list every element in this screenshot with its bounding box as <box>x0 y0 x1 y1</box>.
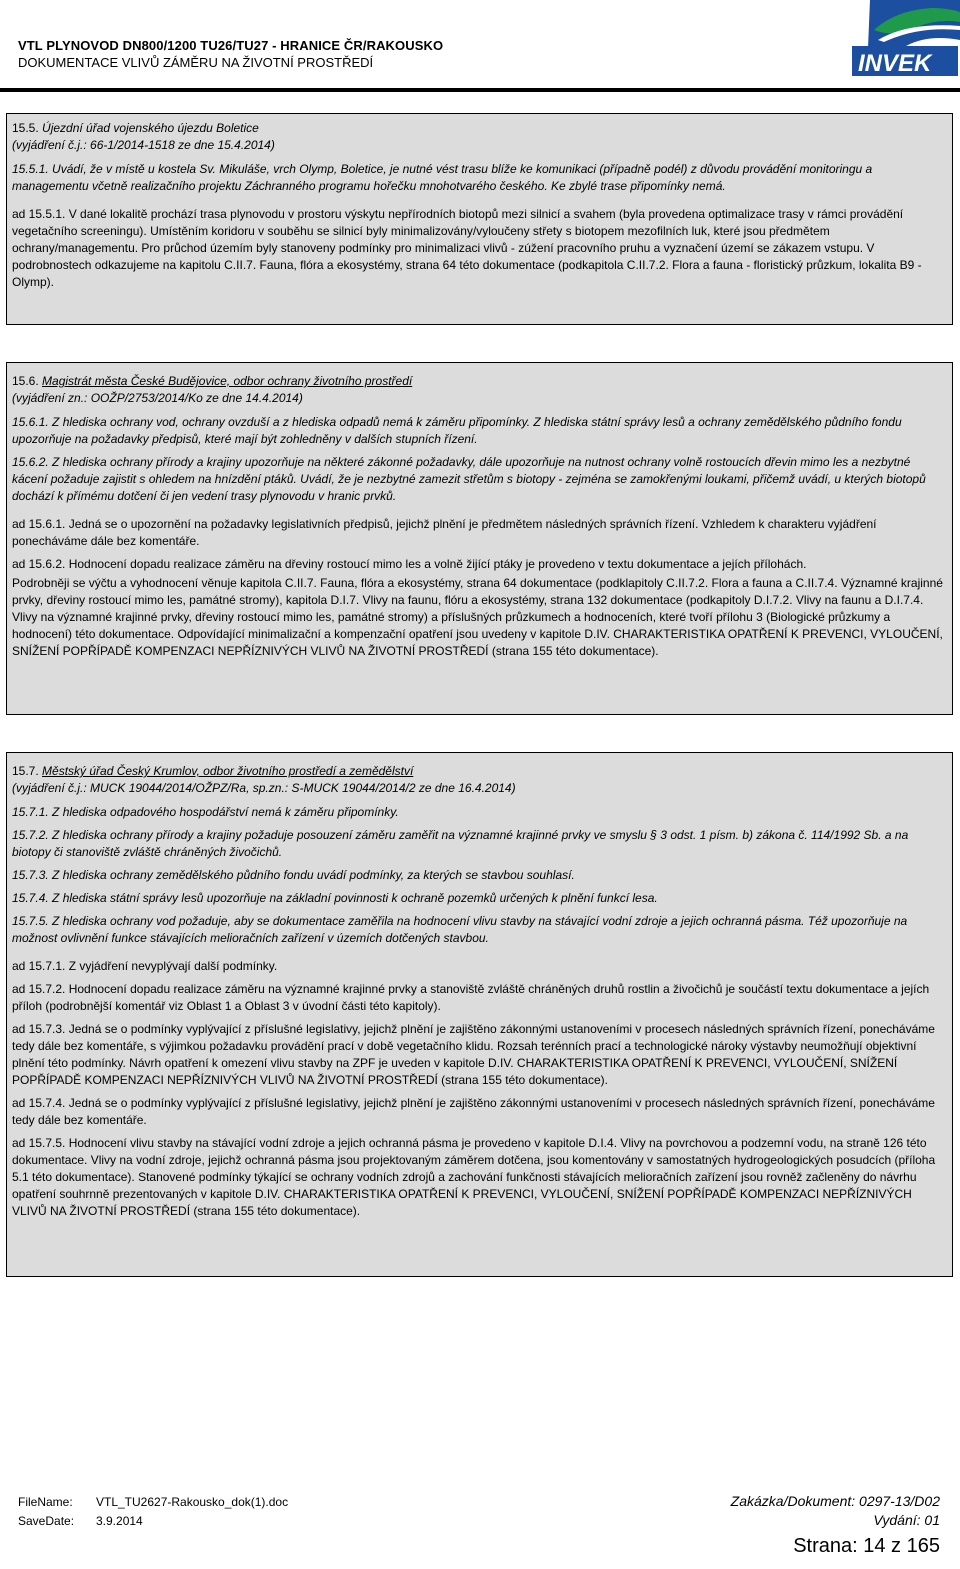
section-15-5 <box>6 113 953 325</box>
header-rule <box>0 88 960 92</box>
section-heading <box>12 120 946 137</box>
heading-number: 15.6. <box>12 374 43 388</box>
page-footer <box>0 1478 960 1569</box>
heading-number: 15.5. <box>12 121 43 135</box>
edition: Vydání: 01 <box>873 1512 940 1528</box>
section-heading <box>12 373 946 390</box>
authority-name: Městský úřad Český Krumlov, odbor životního prostředí a zemědělství <box>42 764 414 778</box>
heading-number: 15.7. <box>12 764 43 778</box>
document-title: VTL PLYNOVOD DN800/1200 TU26/TU27 - HRANICE ČR/RAKOUSKO <box>18 38 444 53</box>
comment-15-6-2: 15.6.2. Z hlediska ochrany přírody a krajiny upozorňuje na některé zákonné požadavky, dále upozorňuje na nutnost ochrany volně rostoucích dřevin mimo les a nezbytné kácení požaduje zajistit s ohledem na hnízdění ptáků. Uvádí, že je nezbytné zamezit střetům s biotopy - zejména se zamokřenými loukami, přičemž uvádí, u kterých biotopů dochází k přímému dotčení či jen vedení trasy plynovodu v hranic prvků. <box>12 455 926 503</box>
reference: (vyjádření č.j.: MUCK 19044/2014/OŽPZ/Ra, sp.zn.: S-MUCK 19044/2014/2 ze dne 16.4.2014) <box>12 781 516 795</box>
section-15-6 <box>6 362 953 715</box>
comment-15-7-5: 15.7.5. Z hlediska ochrany vod požaduje, aby se dokumentace zaměřila na hodnocení vlivu stavby na stávající vodní zdroje a jejich ochranná pásma. Též upozorňuje na možnost ovlivnění funkce stávajících melioračních zařízení v územích dotčených stavbou. <box>12 914 908 945</box>
comment-15-7-2: 15.7.2. Z hlediska ochrany přírody a krajiny požaduje posouzení záměru zaměřit na významné krajinné prvky ve smyslu § 3 odst. 1 písm. b) zákona č. 114/1992 Sb. a na biotopy či stanoviště zvláště chráněných živočichů. <box>12 828 909 859</box>
response-15-7-5: ad 15.7.5. Hodnocení vlivu stavby na stávající vodní zdroje a jejich ochranná pásma je provedeno v kapitole D.I.4. Vlivy na povrchovou a podzemní vodu, na straně 126 této dokumentace. Vlivy na vodní zdroje, jejichž ochranná pásma jsou projektovaným záměrem dotčena, jsou komentovány v samostatných hydrogeologických posudcích (příloha 5.1 této dokumentace). Stanovené podmínky týkající se ochrany vodních zdrojů a zachování funkčnosti stávajících melioračních zařízení jsou rovněž začleněny do návrhu opatření souhrnně prezentovaných v kapitole D.IV. CHARAKTERISTIKA OPATŘENÍ K PREVENCI, VYLOUČENÍ, SNÍŽENÍ POPŘÍPADĚ KOMPENZACI NEPŘÍZNIVÝCH VLIVŮ NA ŽIVOTNÍ PROSTŘEDÍ (strana 155 této dokumentace). <box>12 1136 936 1218</box>
comment-15-7-3: 15.7.3. Z hlediska ochrany zemědělského půdního fondu uvádí podmínky, za kterých se stavbou souhlasí. <box>12 868 575 882</box>
filename-label: FileName: <box>18 1495 73 1509</box>
comment-15-6-1: 15.6.1. Z hlediska ochrany vod, ochrany ovzduší a z hlediska odpadů nemá k záměru připomínky. Z hlediska státní správy lesů a ochrany zemědělského půdního fondu upozorňuje na požadavky předpisů, které mají být zohledněny v dalších stupních řízení. <box>12 415 902 446</box>
comment-15-5-1: 15.5.1. Uvádí, že v místě u kostela Sv. Mikuláše, vrch Olymp, Boletice, je nutné vést trasu blíže ke komunikaci (případně podél) z důvodu provádění monitoringu a managementu včetně realizačního projektu Záchranného programu hořečku mnohotvarého českého. Ke zbylé trase připomínky nemá. <box>12 162 873 193</box>
response-15-7-1: ad 15.7.1. Z vyjádření nevyplývají další podmínky. <box>12 959 278 973</box>
authority-name: Újezdní úřad vojenského újezdu Boletice <box>42 121 259 135</box>
page-header <box>0 0 960 92</box>
invek-logo-graphic <box>848 0 960 86</box>
section-heading <box>12 763 946 780</box>
invek-logo <box>848 0 960 86</box>
response-15-6-2: ad 15.6.2. Hodnocení dopadu realizace záměru na dřeviny rostoucí mimo les a volně žijící ptáky je provedeno v textu dokumentace a jejích přílohách. <box>12 557 807 571</box>
reference: (vyjádření č.j.: 66-1/2014-1518 ze dne 15.4.2014) <box>12 138 275 152</box>
document-subtitle: DOKUMENTACE VLIVŮ ZÁMĚRU NA ŽIVOTNÍ PROSTŘEDÍ <box>18 55 374 70</box>
order-number: Zakázka/Dokument: 0297-13/D02 <box>730 1493 940 1509</box>
savedate-label: SaveDate: <box>18 1514 75 1528</box>
response-15-5-1: ad 15.5.1. V dané lokalitě prochází trasa plynovodu v prostoru výskytu nepřírodních biotopů mezi silnicí a svahem (byla provedena optimalizace trasy v rámci provádění vegetačního screeningu). Umístěním koridoru v souběhu se silnicí byly minimalizovány/vyloučeny střety s biotopem mezofilních luk, které jsou předmětem ochrany/managementu. Pro průchod územím byly stanoveny podmínky pro minimalizaci vlivů - zúžení pracovního pruhu a vyznačení území se zákazem vstupu. V podrobnostech odkazujeme na kapitolu C.II.7. Fauna, flóra a ekosystémy, strana 64 této dokumentace (podkapitola C.II.7.2. Flora a fauna - floristický průzkum, lokalita B9 - Olymp). <box>12 207 922 289</box>
comment-15-7-1: 15.7.1. Z hlediska odpadového hospodářství nemá k záměru připomínky. <box>12 805 399 819</box>
comment-15-7-4: 15.7.4. Z hlediska státní správy lesů upozorňuje na základní povinnosti k ochraně pozemků určených k plnění funkcí lesa. <box>12 891 658 905</box>
reference: (vyjádření zn.: OOŽP/2753/2014/Ko ze dne 14.4.2014) <box>12 391 303 405</box>
page-number: Strana: 14 z 165 <box>793 1535 940 1557</box>
filename-value: VTL_TU2627-Rakousko_dok(1).doc <box>96 1495 289 1509</box>
response-15-7-3: ad 15.7.3. Jedná se o podmínky vyplývající z příslušné legislativy, jejichž plnění je zajištěno zákonnými ustanoveními v procesech následných správních řízení, ponecháváme tedy dále bez komentáře, s výjimkou požadavku provádění prací v době vegetačního klidu. Rozsah terénních prací a technologické nároky výstavby neumožňují objektivní plnění této podmínky. Návrh opatření k omezení vlivu stavby na ZPF je uveden v kapitole D.IV. CHARAKTERISTIKA OPATŘENÍ K PREVENCI, VYLOUČENÍ, SNÍŽENÍ POPŘÍPADĚ KOMPENZACI NEPŘÍZNIVÝCH VLIVŮ NA ŽIVOTNÍ PROSTŘEDÍ (strana 155 této dokumentace). <box>12 1022 935 1087</box>
savedate-value: 3.9.2014 <box>96 1514 143 1528</box>
response-15-7-4: ad 15.7.4. Jedná se o podmínky vyplývající z příslušné legislativy, jejichž plnění je zajištěno zákonnými ustanoveními v procesech následných správních řízení, ponecháváme tedy dále bez komentáře. <box>12 1096 935 1127</box>
response-15-6-1: ad 15.6.1. Jedná se o upozornění na požadavky legislativních předpisů, jejichž plnění je předmětem následných správních řízení. Vzhledem k charakteru vyjádření ponecháváme dále bez komentáře. <box>12 517 877 548</box>
response-15-7-2: ad 15.7.2. Hodnocení dopadu realizace záměru na významné krajinné prvky a stanoviště zvláště chráněných druhů rostlin a živočichů je součástí textu dokumentace a jejích příloh (podrobnější komentář viz Oblast 1 a Oblast 3 v úvodní části této kapitoly). <box>12 982 930 1013</box>
authority-name: Magistrát města České Budějovice, odbor ochrany životního prostředí <box>42 374 413 388</box>
response-15-6-2-detail: Podrobněji se výčtu a vyhodnocení věnuje kapitola C.II.7. Fauna, flóra a ekosystémy, strana 64 dokumentace (podklapitoly C.II.7.2. Flora a fauna a C.II.7.4. Významné krajinné prvky, dřeviny rostoucí mimo les, památné stromy), kapitola D.I.7. Vlivy na faunu, flóru a ekosystémy, strana 132 dokumentace (podkapitoly D.I.7.2. Vlivy na faunu a D.I.7.4. Vlivy na významné krajinné prvky, dřeviny rostoucí mimo les, památné stromy) a příslušných průzkumech a hodnoceních, které tvoří přílohu 3 (Biologické průzkumy a hodnocení) této dokumentace. Odpovídající minimalizační a kompenzační opatření jsou uvedeny v kapitole D.IV. CHARAKTERISTIKA OPATŘENÍ K PREVENCI, VYLOUČENÍ, SNÍŽENÍ POPŘÍPADĚ KOMPENZACI NEPŘÍZNIVÝCH VLIVŮ NA ŽIVOTNÍ PROSTŘEDÍ (strana 155 této dokumentace). <box>12 576 943 658</box>
logo-text: INVEK <box>858 50 932 77</box>
section-15-7 <box>6 752 953 1277</box>
